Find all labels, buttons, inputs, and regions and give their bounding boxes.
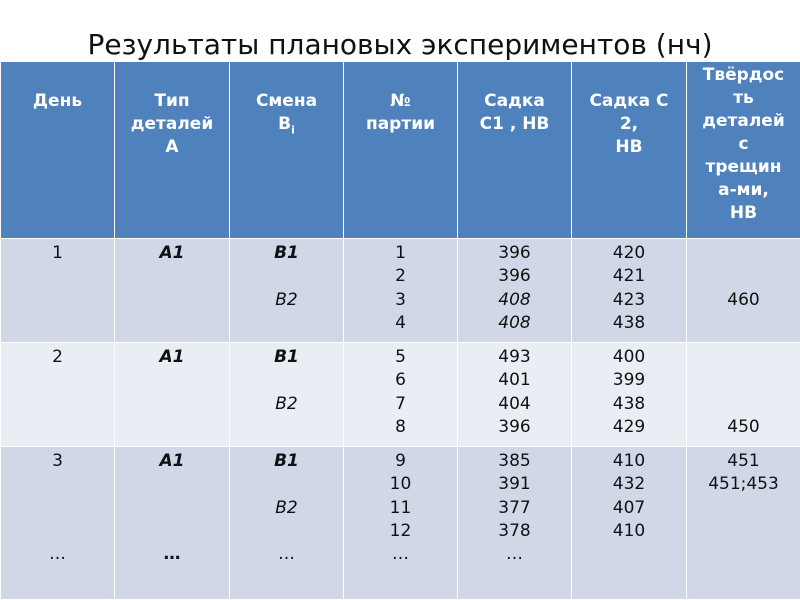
header-cracked-hardness: Твёрдос ть деталей с трещин а-ми, НВ [687,62,800,239]
header-load-c2: Садка С 2, НВ [572,62,687,239]
cell-batch: 5 6 7 8 [344,343,458,447]
cell-shift: В1 В2 [230,239,344,343]
header-load-c1: Садка С1 , НВ [458,62,572,239]
cell-part-type: А1 [115,239,230,343]
ellipsis: … [49,544,66,565]
cell-part-type: А1 … [115,447,230,600]
header-shift: Смена $B_i$ [230,62,344,239]
table-row [1,447,800,600]
cell-c1: 396 396 408 408 [458,239,572,343]
cell-hardness: 460 [687,239,800,343]
cell-c1: 493 401 404 396 [458,343,572,447]
ellipsis: … [392,544,409,565]
cell-shift: В1 В2 [230,343,344,447]
cell-c2: 400 399 438 429 [572,343,687,447]
cell-c1: 385 391 377 378 … [458,447,572,600]
cell-c2: 410 432 407 410 [572,447,687,600]
cell-shift: В1 В2 … [230,447,344,600]
ellipsis: … [278,544,295,565]
cell-day: 1 [1,239,115,343]
table-header-row [1,62,800,239]
table-row [1,239,800,343]
ellipsis: … [506,544,523,565]
cell-day: 2 [1,343,115,447]
header-part-type: Тип деталей А [115,62,230,239]
ellipsis: … [163,544,181,565]
cell-c2: 420 421 423 438 [572,239,687,343]
cell-batch: 9 10 11 12 … [344,447,458,600]
header-day: День [1,62,115,239]
experiments-table [0,61,800,600]
page-title: Результаты плановых экспериментов (нч) [87,28,713,61]
cell-day: 3 … [1,447,115,600]
header-batch-number: № партии [344,62,458,239]
cell-batch: 1 2 3 4 [344,239,458,343]
cell-hardness: 450 [687,343,800,447]
table-row [1,343,800,447]
cell-hardness: 451 451;453 [687,447,800,600]
cell-part-type: А1 [115,343,230,447]
